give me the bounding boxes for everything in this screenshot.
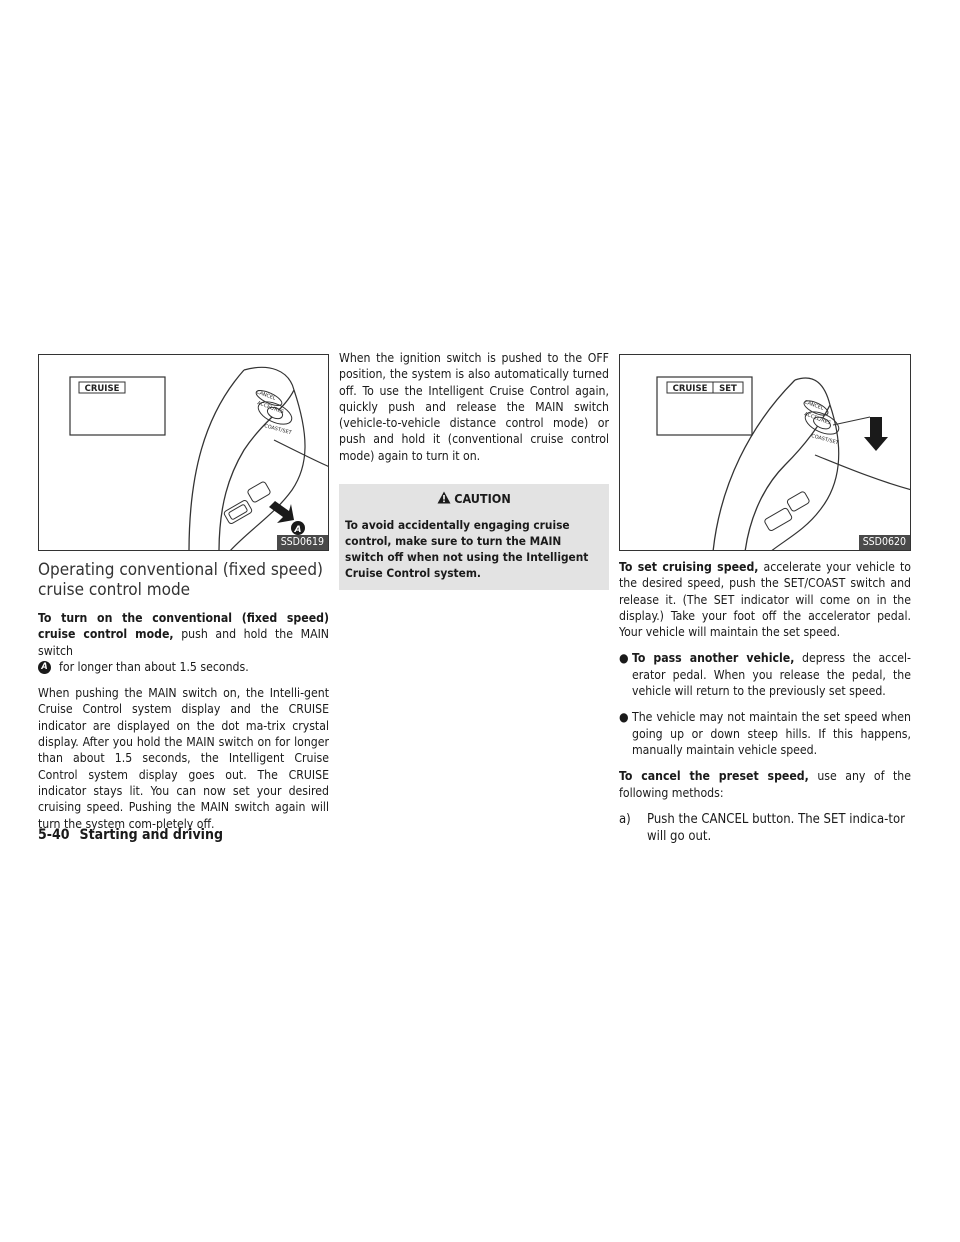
- list-item-text: Push the CANCEL button. The SET indica-tor will go out.: [647, 811, 905, 844]
- right-column: [619, 354, 911, 845]
- cancel-speed-lead: To cancel the preset speed,: [619, 769, 809, 784]
- list-item-a: [619, 811, 911, 845]
- caution-title-text: CAUTION: [454, 491, 511, 507]
- accel-res-button-label: ACCEL/RES: [803, 411, 832, 427]
- page-footer: [38, 827, 223, 843]
- paragraph-set-speed: [619, 559, 911, 640]
- paragraph-main-switch: When pushing the MAIN switch on, the Intelli-gent Cruise Control system display and the CRUISE indicator are displayed on the dot ma-trix crystal display. After you hold the MAIN switch on for longer than about 1.5 seconds, the Intelligent Cruise Control system display goes out. The CRUISE indicator stays lit. You can now set your desired cruising speed. Pushing the MAIN switch again will turn the system com-pletely off.: [38, 686, 329, 831]
- accel-res-button-label: ACCEL/RES: [256, 400, 285, 416]
- caution-body: To avoid accidentally engaging cruise control, make sure to turn the MAIN switch off when not using the Intelligent Cruise Control system.: [345, 518, 589, 581]
- list-item-label: a): [619, 811, 631, 827]
- section-heading: Operating conventional (fixed speed) cruise control mode: [38, 560, 324, 600]
- figure-cruise-main-switch: [38, 354, 329, 551]
- turn-on-lead: To turn on the conventional (fixed speed) cruise control mode,: [38, 611, 329, 642]
- cancel-speed-text: use any of the following methods:: [619, 769, 911, 800]
- figure-id: SSD0620: [859, 535, 910, 550]
- page-number: 5-40: [38, 827, 70, 843]
- figure-cruise-set: [619, 354, 911, 551]
- display-cruise-label: CRUISE: [672, 384, 708, 394]
- figure-id: SSD0619: [277, 535, 328, 550]
- cancel-button-label: CANCEL: [255, 389, 277, 402]
- paragraph-turn-on: [38, 610, 329, 675]
- steering-wheel-set-illustration: [620, 355, 911, 551]
- set-speed-lead: To set cruising speed,: [619, 560, 759, 574]
- bullet-steep-hills: [619, 709, 911, 758]
- set-speed-text: accelerate your vehicle to the desired speed, push the SET/COAST switch and release it. (The SET indicator will come on in the display.) Take your foot off the accelerator pedal. Your vehicle will maintain the set speed.: [619, 560, 911, 640]
- caution-title: [345, 491, 603, 507]
- paragraph-cancel-speed: [619, 768, 911, 801]
- bullet-icon: ●: [619, 710, 629, 725]
- caution-box: [339, 484, 609, 590]
- callout-a-marker: A: [38, 661, 51, 674]
- display-set-label: SET: [719, 384, 737, 394]
- pass-vehicle-lead: To pass another vehicle,: [632, 651, 795, 666]
- press-down-arrow-icon: [864, 417, 888, 451]
- turn-on-tail: for longer than about 1.5 seconds.: [59, 659, 249, 674]
- coast-set-button-label: COAST/SET: [810, 433, 840, 447]
- callout-a-label: A: [294, 525, 302, 535]
- paragraph-ignition-off: When the ignition switch is pushed to the OFF position, the system is also automatically turned off. To use the Intelligent Cruise Control again, quickly push and release the MAIN switch (vehicle-to-vehicle distance control mode) or push and hold it (conventional cruise control mode) again to turn it on.: [339, 351, 609, 463]
- chapter-title: Starting and driving: [79, 827, 223, 843]
- steep-hills-text: The vehicle may not maintain the set speed when going up or down steep hills. If this happens, manually maintain vehicle speed.: [632, 710, 911, 757]
- warning-icon: [437, 491, 451, 504]
- coast-set-button-label: COAST/SET: [263, 423, 293, 437]
- bullet-pass-vehicle: [619, 650, 911, 699]
- display-cruise-label: CRUISE: [84, 384, 120, 394]
- bullet-icon: ●: [619, 651, 629, 666]
- middle-column: [339, 350, 609, 590]
- pass-vehicle-text: depress the accel-erator pedal. When you release the pedal, the vehicle will return to the previously set speed.: [632, 651, 911, 699]
- cancel-button-label: CANCEL: [803, 399, 825, 412]
- turn-on-text: push and hold the MAIN switch: [38, 627, 330, 658]
- left-column: [38, 354, 329, 842]
- steering-wheel-illustration: [39, 355, 329, 551]
